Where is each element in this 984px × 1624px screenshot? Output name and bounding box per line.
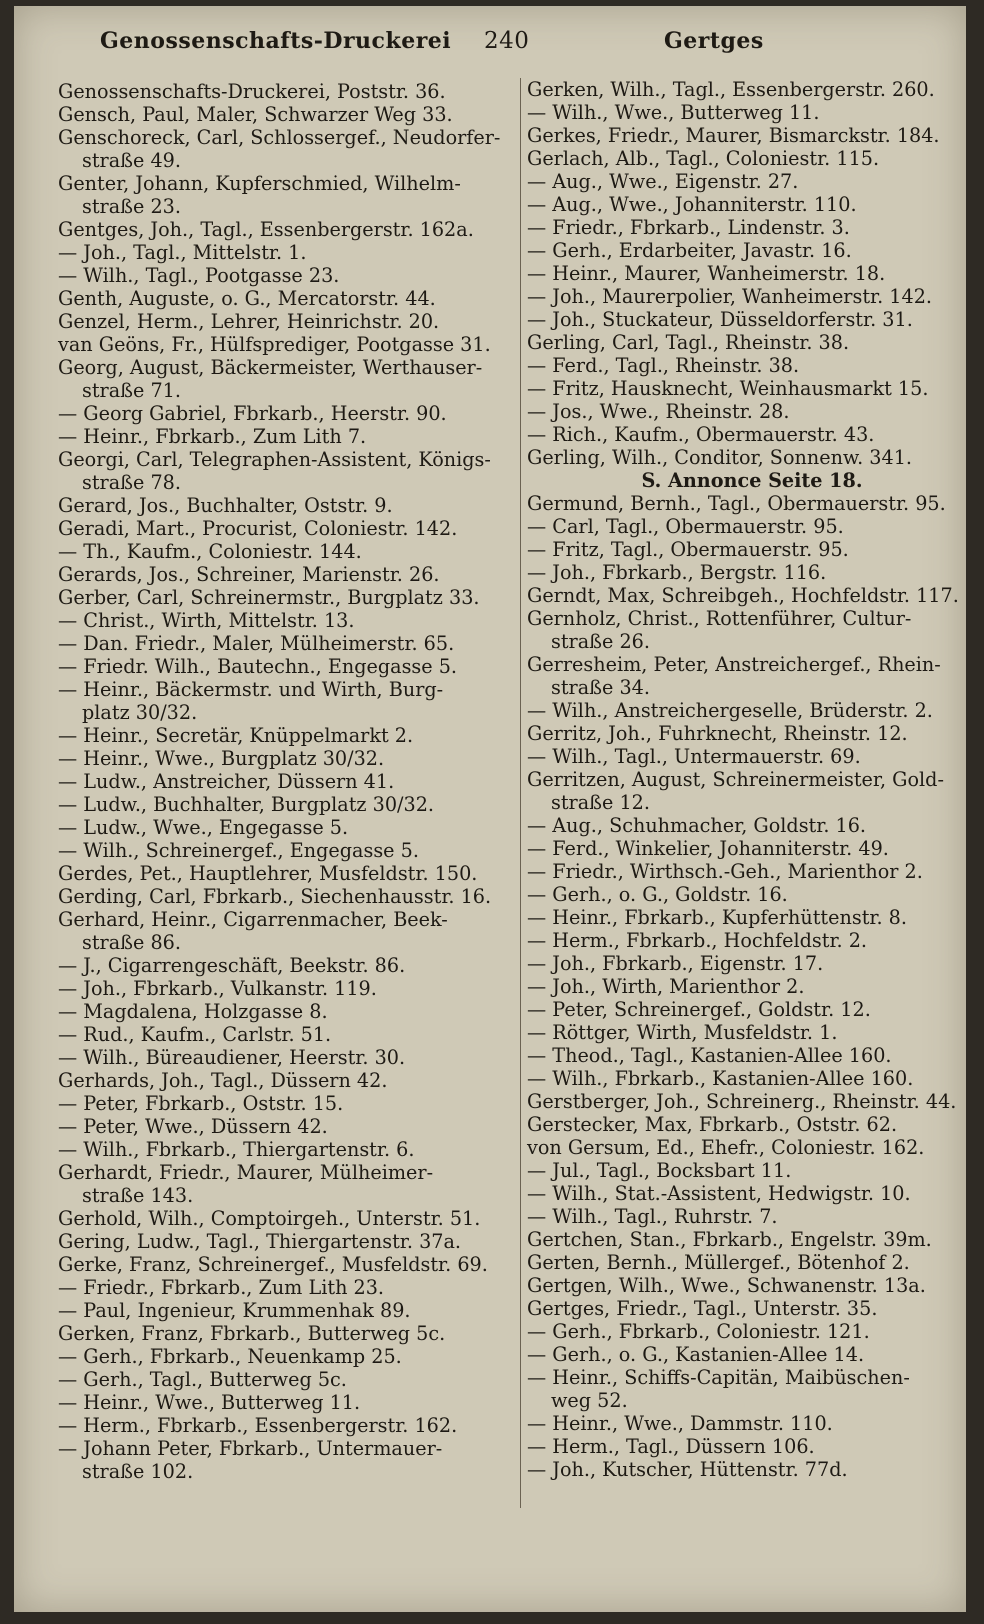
directory-entry: Georg, August, Bäckermeister, Werthauser- straße 71. xyxy=(58,356,483,402)
directory-entry: — Aug., Wwe., Eigenstr. 27. xyxy=(527,170,799,193)
directory-entry: Gerritzen, August, Schreinermeister, Gold- straße 12. xyxy=(527,768,944,814)
directory-entry: — Magdalena, Holzgasse 8. xyxy=(58,1000,328,1023)
directory-entry: — J., Cigarrengeschäft, Beekstr. 86. xyxy=(58,954,406,977)
directory-entry: Gerten, Bernh., Müllergef., Bötenhof 2. xyxy=(527,1251,910,1274)
directory-entry: — Joh., Fbrkarb., Bergstr. 116. xyxy=(527,561,827,584)
directory-entry: Genossenschafts-Druckerei, Poststr. 36. xyxy=(58,80,446,103)
directory-entry: — Herm., Fbrkarb., Essenbergerstr. 162. xyxy=(58,1414,458,1437)
directory-entry: — Gerh., Tagl., Butterweg 5c. xyxy=(58,1368,347,1391)
directory-entry: — Heinr., Fbrkarb., Zum Lith 7. xyxy=(58,425,367,448)
directory-entry: Gertchen, Stan., Fbrkarb., Engelstr. 39m. xyxy=(527,1228,932,1251)
directory-entry: Gerdes, Pet., Hauptlehrer, Musfeldstr. 150. xyxy=(58,862,478,885)
directory-entry: — Heinr., Wwe., Butterweg 11. xyxy=(58,1391,361,1414)
right-column xyxy=(520,78,977,1508)
directory-entry: — Herm., Tagl., Düssern 106. xyxy=(527,1435,815,1458)
directory-entry: Gernholz, Christ., Rottenführer, Cultur- straße 26. xyxy=(527,607,912,653)
directory-entry: — Heinr., Secretär, Knüppelmarkt 2. xyxy=(58,724,414,747)
directory-entry: Germund, Bernh., Tagl., Obermauerstr. 95. xyxy=(527,492,946,515)
directory-entry: — Gerh., Fbrkarb., Neuenkamp 25. xyxy=(58,1345,402,1368)
directory-entry: Geradi, Mart., Procurist, Coloniestr. 142. xyxy=(58,517,458,540)
directory-entry: Gerling, Carl, Tagl., Rheinstr. 38. xyxy=(527,331,850,354)
directory-entry: — Friedr., Fbrkarb., Lindenstr. 3. xyxy=(527,216,850,239)
directory-entry: Gerstberger, Joh., Schreinerg., Rheinstr. 44. xyxy=(527,1090,957,1113)
directory-entry: — Wilh., Fbrkarb., Thiergartenstr. 6. xyxy=(58,1138,415,1161)
directory-entry: — Joh., Fbrkarb., Eigenstr. 17. xyxy=(527,952,824,975)
directory-entry: — Rud., Kaufm., Carlstr. 51. xyxy=(58,1023,332,1046)
directory-entry: — Heinr., Wwe., Burgplatz 30/32. xyxy=(58,747,385,770)
directory-entry: — Joh., Fbrkarb., Vulkanstr. 119. xyxy=(58,977,377,1000)
directory-entry: — Heinr., Bäckermstr. und Wirth, Burg- platz 30/32. xyxy=(58,678,444,724)
directory-entry: Gerhards, Joh., Tagl., Düssern 42. xyxy=(58,1069,388,1092)
directory-entry: Gering, Ludw., Tagl., Thiergartenstr. 37a. xyxy=(58,1230,462,1253)
directory-entry: Gentges, Joh., Tagl., Essenbergerstr. 162a. xyxy=(58,218,474,241)
directory-entry: — Wilh., Tagl., Ruhrstr. 7. xyxy=(527,1205,778,1228)
directory-entry: — Joh., Tagl., Mittelstr. 1. xyxy=(58,241,307,264)
directory-entry: — Friedr., Fbrkarb., Zum Lith 23. xyxy=(58,1276,385,1299)
directory-entry: — Ferd., Winkelier, Johanniterstr. 49. xyxy=(527,837,889,860)
directory-entry: — Peter, Fbrkarb., Oststr. 15. xyxy=(58,1092,344,1115)
directory-entry: S. Annonce Seite 18. xyxy=(641,469,863,492)
directory-entry: — Gerh., o. G., Goldstr. 16. xyxy=(527,883,788,906)
directory-entry: — Joh., Wirth, Marienthor 2. xyxy=(527,975,805,998)
directory-entry: — Aug., Schuhmacher, Goldstr. 16. xyxy=(527,814,867,837)
directory-entry: — Friedr. Wilh., Bautechn., Engegasse 5. xyxy=(58,655,458,678)
directory-entry: — Heinr., Maurer, Wanheimerstr. 18. xyxy=(527,262,886,285)
directory-entry: — Georg Gabriel, Fbrkarb., Heerstr. 90. xyxy=(58,402,447,425)
directory-entry: Gerndt, Max, Schreibgeh., Hochfeldstr. 117. xyxy=(527,584,959,607)
directory-entry: Gerards, Jos., Schreiner, Marienstr. 26. xyxy=(58,563,440,586)
directory-entry: von Gersum, Ed., Ehefr., Coloniestr. 162. xyxy=(527,1136,925,1159)
directory-entry: — Heinr., Wwe., Dammstr. 110. xyxy=(527,1412,833,1435)
directory-entry: — Gerh., Fbrkarb., Coloniestr. 121. xyxy=(527,1320,870,1343)
directory-entry: — Joh., Maurerpolier, Wanheimerstr. 142. xyxy=(527,285,933,308)
directory-entry: — Th., Kaufm., Coloniestr. 144. xyxy=(58,540,362,563)
directory-entry: — Joh., Kutscher, Hüttenstr. 77d. xyxy=(527,1458,848,1481)
directory-entry: Gerling, Wilh., Conditor, Sonnenw. 341. xyxy=(527,446,913,469)
directory-entry: — Christ., Wirth, Mittelstr. 13. xyxy=(58,609,355,632)
directory-entry: — Fritz, Tagl., Obermauerstr. 95. xyxy=(527,538,849,561)
directory-entry: — Theod., Tagl., Kastanien-Allee 160. xyxy=(527,1044,892,1067)
directory-entry: Gerhold, Wilh., Comptoirgeh., Unterstr. 51. xyxy=(58,1207,481,1230)
directory-entry: — Wilh., Wwe., Butterweg 11. xyxy=(527,101,820,124)
directory-entry: — Fritz, Hausknecht, Weinhausmarkt 15. xyxy=(527,377,929,400)
directory-entry: — Aug., Wwe., Johanniterstr. 110. xyxy=(527,193,857,216)
directory-entry: — Wilh., Fbrkarb., Kastanien-Allee 160. xyxy=(527,1067,914,1090)
directory-entry: Gerkes, Friedr., Maurer, Bismarckstr. 184. xyxy=(527,124,940,147)
directory-page xyxy=(14,6,966,1612)
directory-entry: — Peter, Schreinergef., Goldstr. 12. xyxy=(527,998,871,1021)
directory-entry: — Wilh., Tagl., Untermauerstr. 69. xyxy=(527,745,861,768)
directory-entry: — Joh., Stuckateur, Düsseldorferstr. 31. xyxy=(527,308,913,331)
directory-entry: — Carl, Tagl., Obermauerstr. 95. xyxy=(527,515,844,538)
directory-entry: — Friedr., Wirthsch.-Geh., Marienthor 2. xyxy=(527,860,923,883)
directory-entry: — Wilh., Büreaudiener, Heerstr. 30. xyxy=(58,1046,406,1069)
directory-entry: — Wilh., Schreinergef., Engegasse 5. xyxy=(58,839,419,862)
directory-entry: van Geöns, Fr., Hülfsprediger, Pootgasse 31. xyxy=(58,333,491,356)
directory-entry: — Peter, Wwe., Düssern 42. xyxy=(58,1115,328,1138)
directory-entry: Georgi, Carl, Telegraphen-Assistent, Königs- straße 78. xyxy=(58,448,491,494)
left-column xyxy=(58,80,508,1483)
directory-entry: Gerlach, Alb., Tagl., Coloniestr. 115. xyxy=(527,147,880,170)
directory-entry: — Dan. Friedr., Maler, Mülheimerstr. 65. xyxy=(58,632,455,655)
directory-entry: — Röttger, Wirth, Musfeldstr. 1. xyxy=(527,1021,838,1044)
directory-entry: Gerber, Carl, Schreinermstr., Burgplatz 33. xyxy=(58,586,480,609)
directory-entry: — Paul, Ingenieur, Krummenhak 89. xyxy=(58,1299,411,1322)
directory-entry: Gerhard, Heinr., Cigarrenmacher, Beek- straße 86. xyxy=(58,908,448,954)
directory-entry: Gensch, Paul, Maler, Schwarzer Weg 33. xyxy=(58,103,453,126)
directory-entry: Gerken, Franz, Fbrkarb., Butterweg 5c. xyxy=(58,1322,446,1345)
directory-entry: — Heinr., Schiffs-Capitän, Maibüschen- weg 52. xyxy=(527,1366,910,1412)
directory-entry: Genter, Johann, Kupferschmied, Wilhelm- straße 23. xyxy=(58,172,461,218)
directory-entry: — Ferd., Tagl., Rheinstr. 38. xyxy=(527,354,800,377)
directory-entry: Gerritz, Joh., Fuhrknecht, Rheinstr. 12. xyxy=(527,722,908,745)
directory-entry: — Johann Peter, Fbrkarb., Untermauer- straße 102. xyxy=(58,1437,443,1483)
directory-entry: — Gerh., o. G., Kastanien-Allee 14. xyxy=(527,1343,865,1366)
directory-entry: Gerhardt, Friedr., Maurer, Mülheimer- straße 143. xyxy=(58,1161,434,1207)
directory-entry: — Ludw., Anstreicher, Düssern 41. xyxy=(58,770,395,793)
directory-entry: — Ludw., Buchhalter, Burgplatz 30/32. xyxy=(58,793,435,816)
directory-entry: — Ludw., Wwe., Engegasse 5. xyxy=(58,816,349,839)
directory-entry: — Jos., Wwe., Rheinstr. 28. xyxy=(527,400,790,423)
directory-entry: — Wilh., Anstreichergeselle, Brüderstr. 2. xyxy=(527,699,933,722)
directory-entry: — Gerh., Erdarbeiter, Javastr. 16. xyxy=(527,239,852,262)
running-head-right: Gertges xyxy=(664,28,764,54)
directory-entry: Gerding, Carl, Fbrkarb., Siechenhausstr. 16. xyxy=(58,885,492,908)
directory-entry: Gerken, Wilh., Tagl., Essenbergerstr. 260. xyxy=(527,78,935,101)
directory-entry: Genzel, Herm., Lehrer, Heinrichstr. 20. xyxy=(58,310,440,333)
directory-entry: Gerard, Jos., Buchhalter, Oststr. 9. xyxy=(58,494,393,517)
directory-entry: — Rich., Kaufm., Obermauerstr. 43. xyxy=(527,423,875,446)
directory-entry: Genschoreck, Carl, Schlossergef., Neudorfer- straße 49. xyxy=(58,126,501,172)
page-number: 240 xyxy=(484,28,530,54)
directory-entry: Genth, Auguste, o. G., Mercatorstr. 44. xyxy=(58,287,436,310)
directory-entry: — Herm., Fbrkarb., Hochfeldstr. 2. xyxy=(527,929,868,952)
directory-entry: — Wilh., Tagl., Pootgasse 23. xyxy=(58,264,340,287)
running-head-left: Genossenschafts-Druckerei xyxy=(100,28,452,54)
directory-entry: — Jul., Tagl., Bocksbart 11. xyxy=(527,1159,792,1182)
directory-entry: — Wilh., Stat.-Assistent, Hedwigstr. 10. xyxy=(527,1182,911,1205)
directory-entry: — Heinr., Fbrkarb., Kupferhüttenstr. 8. xyxy=(527,906,907,929)
directory-entry: Gertges, Friedr., Tagl., Unterstr. 35. xyxy=(527,1297,878,1320)
directory-entry: Gerstecker, Max, Fbrkarb., Oststr. 62. xyxy=(527,1113,898,1136)
directory-entry: Gerresheim, Peter, Anstreichergef., Rhein- straße 34. xyxy=(527,653,941,699)
directory-entry: Gertgen, Wilh., Wwe., Schwanenstr. 13a. xyxy=(527,1274,926,1297)
directory-entry: Gerke, Franz, Schreinergef., Musfeldstr. 69. xyxy=(58,1253,488,1276)
